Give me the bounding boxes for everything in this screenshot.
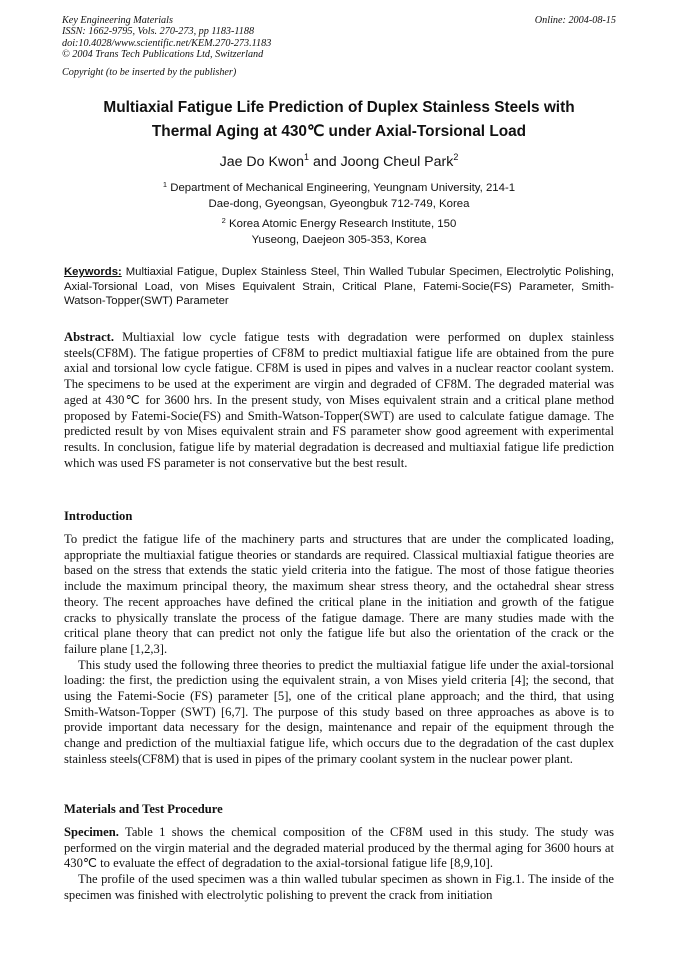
keywords-block bbox=[64, 265, 614, 309]
affiliation-2 bbox=[40, 216, 638, 248]
materials-section bbox=[64, 825, 614, 904]
author-2: Joong Cheul Park bbox=[340, 154, 454, 170]
materials-heading: Materials and Test Procedure bbox=[64, 802, 223, 816]
affiliation-1-line-2: Dae-dong, Gyeongsan, Gyeongbuk 712-749, Korea bbox=[208, 198, 470, 210]
keywords-label: Keywords: bbox=[64, 266, 122, 278]
doi-line: doi:10.4028/www.scientific.net/KEM.270-273.1183 bbox=[62, 37, 272, 49]
keywords-text: Multiaxial Fatigue, Duplex Stainless Steel, Thin Walled Tubular Specimen, Electrolytic Polishing, Axial-Torsional Load, von Mises Equivalent Strain, Critical Plane, Fatemi-Socie(FS) Parameter, Smith-Watson-Topper(SWT) Parameter bbox=[64, 266, 615, 307]
issn-line: ISSN: 1662-9795, Vols. 270-273, pp 1183-1188 bbox=[62, 26, 255, 38]
abstract-text: Multiaxial low cycle fatigue tests with degradation were performed on duplex stainless steels(CF8M). The fatigue properties of CF8M to predict multiaxial fatigue life are obtained from the pure axial and torsional low cycle fatigue. CF8M is used in pipes and valves in a nuclear reactor coolant system. The specimens to be used at the experiment are virgin and degraded of CF8M. The degraded material was aged at 430℃ for 3600 hrs. In the present study, von Mises equivalent strain and a critical plane method proposed by Fatemi-Socie(FS) and Smith-Watson-Topper(SWT) are used to calculate fatigue damage. The predicted result by von Mises equivalent strain and FS parameter show good agreement with experimental results. In conclusion, fatigue life by material degradation is decreased and multiaxial fatigue life prediction which was used FS parameter is not conservative but the best result. bbox=[64, 330, 614, 470]
author-joiner: and bbox=[309, 154, 341, 170]
affiliation-1-line-1: Department of Mechanical Engineering, Yeungnam University, 214-1 bbox=[170, 182, 516, 194]
journal-name: Key Engineering Materials bbox=[62, 15, 173, 26]
introduction-section bbox=[64, 532, 614, 768]
journal-header bbox=[62, 15, 616, 78]
specimen-label: Specimen. bbox=[64, 825, 119, 839]
title-line-2: Thermal Aging at 430℃ under Axial-Torsional Load bbox=[151, 122, 527, 140]
publisher-line: © 2004 Trans Tech Publications Ltd, Switzerland bbox=[62, 48, 264, 60]
introduction-paragraph-2: This study used the following three theories to predict the multiaxial fatigue life under the axial-torsional loading: the first, the prediction using the equivalent strain, a von Mises yield criteria [4]; the second, that using the Fatemi-Socie (FS) parameter [5], one of the critical plane approach; and the third, that using Smith-Watson-Topper (SWT) [6,7]. The purpose of this study based on three approaches as above is to provide important data necessary for the design, maintenance and repair of the equipment through the change and prediction of the multiaxial fatigue life, which occurs due to the degradation of the cast duplex stainless steels(CF8M) that is used in pipes of the primary coolant system in the nuclear power plant. bbox=[64, 657, 614, 766]
paper-title bbox=[40, 96, 638, 143]
author-1-affil: 1 bbox=[304, 152, 310, 162]
title-line-1: Multiaxial Fatigue Life Prediction of Duplex Stainless Steels with bbox=[103, 99, 575, 116]
materials-paragraph-2: The profile of the used specimen was a thin walled tubular specimen as shown in Fig.1. The inside of the specimen was finished with electrolytic polishing to prevent the crack from initiation bbox=[64, 872, 614, 902]
affiliation-1 bbox=[40, 180, 638, 212]
materials-paragraph-1: Table 1 shows the chemical composition of the CF8M used in this study. The study was performed on the virgin material and the degraded material produced by the thermal aging for 3600 hours at 430℃ to evaluate the effect of degradation to the axial-torsional fatigue life [8,9,10]. bbox=[64, 825, 615, 871]
online-date: Online: 2004-08-15 bbox=[534, 15, 616, 26]
abstract-block bbox=[64, 330, 614, 471]
affiliation-2-line-2: Yuseong, Daejeon 305-353, Korea bbox=[251, 234, 427, 246]
introduction-paragraph-1: To predict the fatigue life of the machinery parts and structures that are under the complicated loading, appropriate the multiaxial fatigue theories or standards are required. Classical multiaxial fatigue theories are based on the stress that extends the static yield criteria into the fatigue. The most of those fatigue theories include the maximum principal theory, the maximum shear stress theory, and the octahedral shear stress theory. The recent approaches have defined the critical plane in the initiation and growth of the fatigue cracks to physically translate the process of the fatigue damage. There are many studies made with the critical plane theory that can predict not only the fatigue life but also the orientation of the crack or the failure plane [1,2,3]. bbox=[64, 532, 614, 656]
author-1: Jae Do Kwon bbox=[219, 154, 304, 170]
affiliation-1-sup: 1 bbox=[162, 180, 168, 189]
affiliation-2-sup: 2 bbox=[221, 216, 226, 225]
author-list bbox=[40, 153, 638, 171]
affiliation-2-line-1: Korea Atomic Energy Research Institute, 150 bbox=[229, 218, 457, 230]
introduction-heading: Introduction bbox=[64, 509, 133, 523]
copyright-line: Copyright (to be inserted by the publisher) bbox=[62, 67, 237, 79]
abstract-label: Abstract. bbox=[64, 330, 115, 344]
author-2-affil: 2 bbox=[453, 152, 459, 162]
